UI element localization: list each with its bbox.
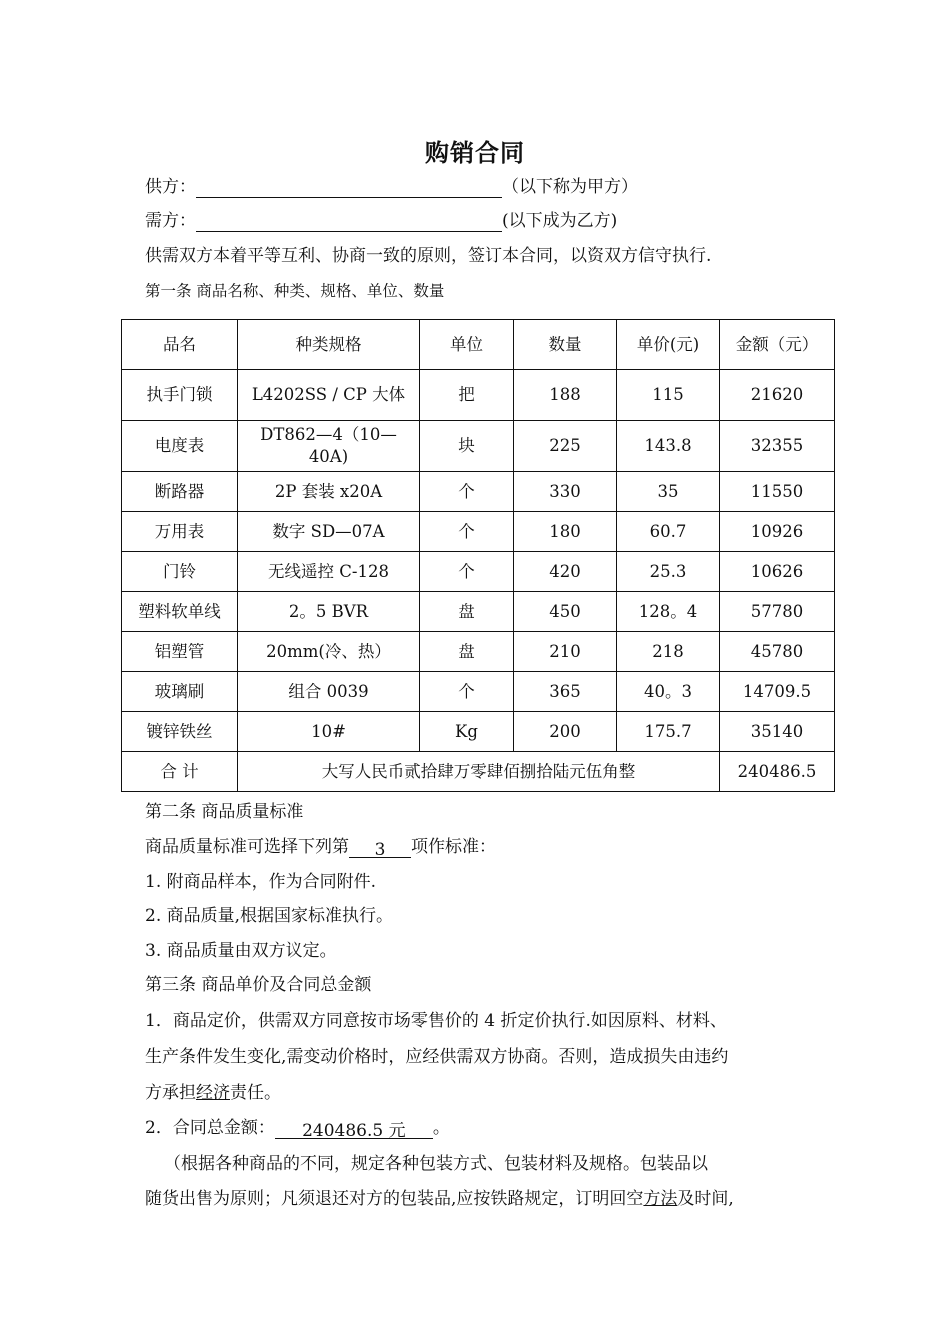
unit-cell: 把 <box>420 370 514 421</box>
quality-option-3: 3. 商品质量由双方议定。 <box>145 941 337 961</box>
spec-cell: 无线遥控 C-128 <box>238 552 420 592</box>
table-row <box>122 370 835 421</box>
table-row <box>122 592 835 632</box>
amount-cell: 10926 <box>720 512 835 552</box>
amount-cell: 32355 <box>720 421 835 472</box>
pricing-clause-text: 责任。 <box>230 1083 281 1103</box>
item-name-cell: 铝塑管 <box>122 632 238 672</box>
header-cell: 金额（元） <box>720 320 835 370</box>
supplier-suffix: （以下称为甲方） <box>502 177 638 197</box>
header-cell: 品名 <box>122 320 238 370</box>
quantity-cell: 188 <box>514 370 617 421</box>
spec-cell: 2P 套装 x20A <box>238 472 420 512</box>
pricing-clause-text: 方承担 <box>145 1083 196 1103</box>
total-label-cell: 合 计 <box>122 752 238 792</box>
quantity-cell: 180 <box>514 512 617 552</box>
spec-cell: DT862—4（10—40A) <box>238 421 420 472</box>
header-cell: 单价(元) <box>617 320 720 370</box>
pricing-clause-line-2: 生产条件发生变化,需变动价格时，应经供需双方协商。否则，造成损失由违约 <box>145 1047 729 1067</box>
article-3-heading: 第三条 商品单价及合同总金额 <box>145 975 372 995</box>
pricing-clause-line-1: 1．商品定价，供需双方同意按市场零售价的 4 折定价执行.如因原料、材料、 <box>145 1011 727 1031</box>
spec-cell: 2。5 BVR <box>238 592 420 632</box>
amount-cell: 45780 <box>720 632 835 672</box>
quality-option-1: 1. 附商品样本，作为合同附件. <box>145 872 377 892</box>
unit-cell: 块 <box>420 421 514 472</box>
item-name-cell: 断路器 <box>122 472 238 512</box>
packaging-clause-line-2 <box>145 1188 734 1210</box>
supplier-blank[interactable] <box>196 179 502 198</box>
buyer-blank[interactable] <box>196 213 502 232</box>
item-name-cell: 镀锌铁丝 <box>122 712 238 752</box>
item-name-cell: 执手门锁 <box>122 370 238 421</box>
table-row <box>122 672 835 712</box>
price-cell: 40。3 <box>617 672 720 712</box>
pricing-clause-line-3 <box>145 1082 281 1104</box>
unit-cell: 个 <box>420 552 514 592</box>
quality-choice-prefix: 商品质量标准可选择下列第 <box>145 837 349 857</box>
price-cell: 60.7 <box>617 512 720 552</box>
price-cell: 115 <box>617 370 720 421</box>
intro-text: 供需双方本着平等互利、协商一致的原则，签订本合同，以资双方信守执行. <box>145 246 712 266</box>
amount-cell: 21620 <box>720 370 835 421</box>
total-amount-cell: 240486.5 <box>720 752 835 792</box>
table-header-row <box>122 320 835 370</box>
table-row <box>122 552 835 592</box>
article-2-heading: 第二条 商品质量标准 <box>145 802 304 822</box>
quantity-cell: 200 <box>514 712 617 752</box>
item-name-cell: 万用表 <box>122 512 238 552</box>
total-words-cell: 大写人民币贰拾肆万零肆佰捌拾陆元伍角整 <box>238 752 720 792</box>
quality-choice-value[interactable]: 3 <box>349 839 411 858</box>
packaging-clause-text: 随货出售为原则；凡须退还对方的包装品,应按铁路规定，订明回空 <box>145 1189 644 1209</box>
quantity-cell: 365 <box>514 672 617 712</box>
amount-cell: 57780 <box>720 592 835 632</box>
quantity-cell: 450 <box>514 592 617 632</box>
unit-cell: 个 <box>420 512 514 552</box>
price-cell: 128。4 <box>617 592 720 632</box>
total-amount-suffix: 。 <box>432 1118 450 1138</box>
price-cell: 35 <box>617 472 720 512</box>
supplier-label: 供方： <box>145 177 196 197</box>
table-total-row <box>122 752 835 792</box>
table-row <box>122 472 835 512</box>
goods-table <box>121 319 835 792</box>
document-title: 购销合同 <box>425 139 525 167</box>
spec-cell: L4202SS / CP 大体 <box>238 370 420 421</box>
price-cell: 218 <box>617 632 720 672</box>
packaging-clause-text: 及时间, <box>677 1189 734 1209</box>
quantity-cell: 210 <box>514 632 617 672</box>
total-amount-value[interactable]: 240486.5 元 <box>275 1120 433 1139</box>
item-name-cell: 电度表 <box>122 421 238 472</box>
spec-cell: 数字 SD—07A <box>238 512 420 552</box>
table-row <box>122 512 835 552</box>
table-row <box>122 632 835 672</box>
unit-cell: Kg <box>420 712 514 752</box>
table-row <box>122 421 835 472</box>
price-cell: 175.7 <box>617 712 720 752</box>
unit-cell: 个 <box>420 472 514 512</box>
amount-cell: 35140 <box>720 712 835 752</box>
header-cell: 单位 <box>420 320 514 370</box>
packaging-clause-line-1: （根据各种商品的不同，规定各种包装方式、包装材料及规格。包装品以 <box>164 1154 708 1174</box>
quantity-cell: 420 <box>514 552 617 592</box>
quality-option-2: 2. 商品质量,根据国家标准执行。 <box>145 906 394 926</box>
buyer-suffix: (以下成为乙方) <box>502 211 618 231</box>
total-amount-line <box>145 1117 450 1139</box>
quality-choice-line <box>145 836 496 858</box>
spec-cell: 10# <box>238 712 420 752</box>
amount-cell: 10626 <box>720 552 835 592</box>
quantity-cell: 225 <box>514 421 617 472</box>
amount-cell: 14709.5 <box>720 672 835 712</box>
header-cell: 种类规格 <box>238 320 420 370</box>
unit-cell: 个 <box>420 672 514 712</box>
price-cell: 143.8 <box>617 421 720 472</box>
item-name-cell: 门铃 <box>122 552 238 592</box>
table-row <box>122 712 835 752</box>
unit-cell: 盘 <box>420 632 514 672</box>
amount-cell: 11550 <box>720 472 835 512</box>
quantity-cell: 330 <box>514 472 617 512</box>
buyer-label: 需方： <box>145 211 196 231</box>
total-amount-label: 2．合同总金额： <box>145 1118 275 1138</box>
spec-cell: 组合 0039 <box>238 672 420 712</box>
header-cell: 数量 <box>514 320 617 370</box>
article-1-heading: 第一条 商品名称、种类、规格、单位、数量 <box>145 282 445 300</box>
price-cell: 25.3 <box>617 552 720 592</box>
spec-cell: 20mm(冷、热） <box>238 632 420 672</box>
unit-cell: 盘 <box>420 592 514 632</box>
economic-link[interactable]: 经济 <box>196 1083 230 1103</box>
method-link[interactable]: 方法 <box>643 1189 678 1209</box>
item-name-cell: 玻璃刷 <box>122 672 238 712</box>
item-name-cell: 塑料软单线 <box>122 592 238 632</box>
buyer-line <box>145 210 617 232</box>
supplier-line <box>145 176 638 198</box>
quality-choice-suffix: 项作标准： <box>411 837 496 857</box>
